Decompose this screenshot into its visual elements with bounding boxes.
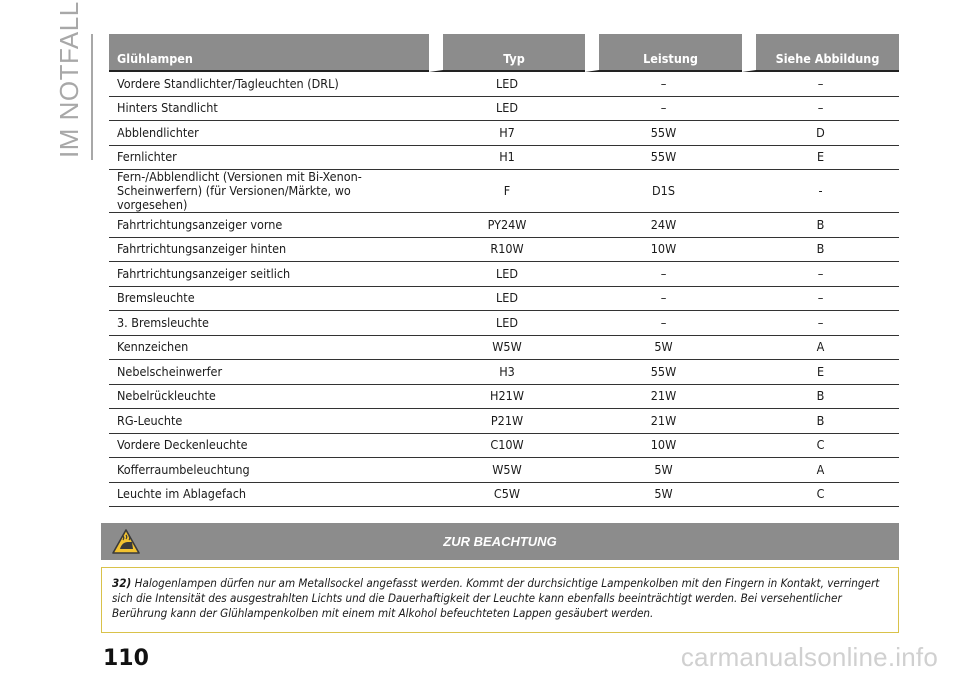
- header-bulbs: Glühlampen: [109, 34, 429, 72]
- bulb-type-cell: LED: [429, 287, 585, 312]
- table-row: [109, 213, 899, 238]
- bulb-name-cell: Fahrtrichtungsanzeiger hinten: [109, 238, 429, 263]
- bulb-name-cell: Leuchte im Ablagefach: [109, 483, 429, 508]
- bulb-name-cell: Fernlichter: [109, 146, 429, 171]
- bulb-table: [109, 34, 899, 507]
- bulb-type-cell: LED: [429, 262, 585, 287]
- bulb-name-cell: Nebelscheinwerfer: [109, 360, 429, 385]
- section-title: IM NOTFALL: [54, 1, 84, 158]
- section-divider: [91, 34, 93, 160]
- bulb-power-cell: 24W: [585, 213, 742, 238]
- table-row: [109, 483, 899, 508]
- header-power: Leistung: [585, 34, 742, 72]
- bulb-figure-cell: A: [742, 336, 899, 361]
- bulb-name-cell: Kennzeichen: [109, 336, 429, 361]
- note-body: [101, 567, 899, 633]
- bulb-figure-cell: B: [742, 213, 899, 238]
- table-header-row: [109, 34, 899, 72]
- bulb-power-cell: –: [585, 97, 742, 122]
- bulb-power-cell: –: [585, 311, 742, 336]
- note-number: 32): [112, 576, 132, 590]
- bulb-figure-cell: -: [742, 170, 899, 213]
- bulb-type-cell: W5W: [429, 458, 585, 483]
- table-row: [109, 360, 899, 385]
- bulb-figure-cell: –: [742, 287, 899, 312]
- watermark: carmanualsonline.info: [680, 642, 938, 672]
- note-header: [101, 523, 899, 560]
- table-row: [109, 409, 899, 434]
- bulb-figure-cell: C: [742, 434, 899, 459]
- bulb-figure-cell: A: [742, 458, 899, 483]
- bulb-name-cell: Abblendlichter: [109, 121, 429, 146]
- bulb-type-cell: C10W: [429, 434, 585, 459]
- bulb-power-cell: D1S: [585, 170, 742, 213]
- bulb-figure-cell: –: [742, 262, 899, 287]
- note-heading: ZUR BEACHTUNG: [443, 534, 557, 549]
- bulb-figure-cell: E: [742, 146, 899, 171]
- table-row: [109, 434, 899, 459]
- bulb-type-cell: W5W: [429, 336, 585, 361]
- note-text: Halogenlampen dürfen nur am Metallsockel angefasst werden. Kommt der durchsichtige Lampenkolben mit den Fingern in Kontakt, verringert sich die Intensität des ausgestrahlten Lichts und die Dauerhaftigkeit der Leuchte kann ebenfalls beeinträchtigt werden. Bei versehentlicher Berührung kann der Glühlampenkolben mit einem mit Alkohol befeuchteten Lappen gesäubert werden.: [112, 576, 880, 620]
- bulb-power-cell: –: [585, 287, 742, 312]
- bulb-figure-cell: C: [742, 483, 899, 508]
- bulb-name-cell: 3. Bremsleuchte: [109, 311, 429, 336]
- bulb-type-cell: R10W: [429, 238, 585, 263]
- bulb-figure-cell: B: [742, 385, 899, 410]
- table-row: [109, 238, 899, 263]
- bulb-figure-cell: B: [742, 238, 899, 263]
- bulb-name-cell: Kofferraumbeleuchtung: [109, 458, 429, 483]
- bulb-figure-cell: –: [742, 311, 899, 336]
- bulb-figure-cell: –: [742, 97, 899, 122]
- bulb-type-cell: LED: [429, 72, 585, 97]
- bulb-type-cell: LED: [429, 311, 585, 336]
- table-row: [109, 170, 899, 213]
- bulb-power-cell: 5W: [585, 483, 742, 508]
- page-number: 110: [103, 646, 149, 671]
- bulb-type-cell: C5W: [429, 483, 585, 508]
- bulb-name-cell: Bremsleuchte: [109, 287, 429, 312]
- bulb-power-cell: –: [585, 72, 742, 97]
- table-row: [109, 146, 899, 171]
- bulb-name-cell: Fern-/Abblendlicht (Versionen mit Bi-Xenon- Scheinwerfern) (für Versionen/Märkte, wo vorgesehen): [109, 170, 429, 213]
- table-row: [109, 72, 899, 97]
- bulb-power-cell: 21W: [585, 385, 742, 410]
- table-row: [109, 97, 899, 122]
- table-row: [109, 311, 899, 336]
- bulb-power-cell: 10W: [585, 238, 742, 263]
- bulb-name-cell: Vordere Deckenleuchte: [109, 434, 429, 459]
- bulb-power-cell: 55W: [585, 146, 742, 171]
- bulb-type-cell: P21W: [429, 409, 585, 434]
- bulb-type-cell: F: [429, 170, 585, 213]
- bulb-name-cell: Nebelrückleuchte: [109, 385, 429, 410]
- table-row: [109, 262, 899, 287]
- header-type: Typ: [429, 34, 585, 72]
- bulb-type-cell: H7: [429, 121, 585, 146]
- table-row: [109, 336, 899, 361]
- bulb-type-cell: LED: [429, 97, 585, 122]
- bulb-type-cell: PY24W: [429, 213, 585, 238]
- bulb-type-cell: H21W: [429, 385, 585, 410]
- bulb-power-cell: 21W: [585, 409, 742, 434]
- bulb-power-cell: 55W: [585, 360, 742, 385]
- bulb-name-cell: Vordere Standlichter/Tagleuchten (DRL): [109, 72, 429, 97]
- bulb-name-cell: Fahrtrichtungsanzeiger seitlich: [109, 262, 429, 287]
- bulb-power-cell: 5W: [585, 336, 742, 361]
- bulb-figure-cell: E: [742, 360, 899, 385]
- bulb-figure-cell: –: [742, 72, 899, 97]
- bulb-type-cell: H3: [429, 360, 585, 385]
- bulb-type-cell: H1: [429, 146, 585, 171]
- bulb-power-cell: 55W: [585, 121, 742, 146]
- bulb-name-cell: Hinters Standlicht: [109, 97, 429, 122]
- bulb-power-cell: 10W: [585, 434, 742, 459]
- bulb-power-cell: –: [585, 262, 742, 287]
- bulb-name-cell: RG-Leuchte: [109, 409, 429, 434]
- header-figure: Siehe Abbildung: [742, 34, 899, 72]
- table-row: [109, 287, 899, 312]
- table-row: [109, 121, 899, 146]
- bulb-name-cell: Fahrtrichtungsanzeiger vorne: [109, 213, 429, 238]
- table-row: [109, 385, 899, 410]
- table-row: [109, 458, 899, 483]
- bulb-figure-cell: D: [742, 121, 899, 146]
- bulb-power-cell: 5W: [585, 458, 742, 483]
- bulb-figure-cell: B: [742, 409, 899, 434]
